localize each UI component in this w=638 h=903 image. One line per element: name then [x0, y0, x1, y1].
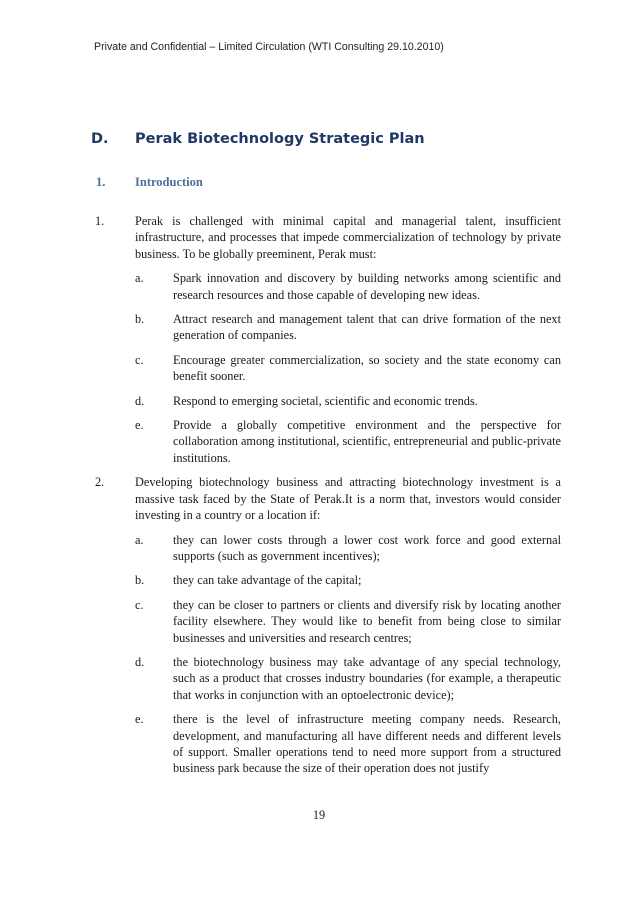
list-item	[135, 572, 561, 588]
item-text: there is the level of infrastructure meeting company needs. Research, development, and manufacturing all have different needs and different levels of support. Smaller operations tend to need more support from a structured business park because the size of their operation does not justify	[173, 712, 561, 776]
paragraph-number: 1.	[95, 214, 105, 228]
item-letter: c.	[135, 352, 144, 367]
item-letter: e.	[135, 712, 144, 727]
item-letter: d.	[135, 654, 145, 669]
document-body	[95, 213, 561, 777]
item-letter: a.	[135, 271, 144, 286]
item-list	[135, 270, 561, 466]
item-letter: b.	[135, 312, 145, 327]
subsection-number: 1.	[96, 175, 106, 189]
paragraph-number: 2.	[95, 475, 105, 490]
item-text: Respond to emerging societal, scientific and economic trends.	[173, 393, 478, 408]
list-item	[135, 654, 561, 703]
item-letter: b.	[135, 573, 145, 588]
list-item	[135, 711, 561, 777]
item-letter: d.	[135, 393, 145, 408]
paragraph	[95, 213, 561, 466]
item-text: Provide a globally competitive environment and the perspective for collaboration among institutional, scientific, entrepreneurial and public-private institutions.	[173, 418, 561, 465]
item-text: they can lower costs through a lower cost work force and good external supports (such as government incentives);	[173, 532, 561, 563]
item-letter: e.	[135, 418, 144, 433]
item-letter: a.	[135, 532, 144, 547]
page-number: 19	[312, 808, 326, 822]
list-item	[135, 417, 561, 466]
item-text: they can take advantage of the capital;	[173, 573, 362, 588]
item-text: they can be closer to partners or clients and diversify risk by locating another facility elsewhere. They would like to benefit from being close to similar businesses and universities and research centres;	[173, 597, 561, 645]
item-text: Encourage greater commercialization, so society and the state economy can benefit sooner.	[173, 352, 561, 384]
list-item	[135, 393, 561, 409]
paragraph-body	[135, 213, 561, 466]
list-item	[135, 352, 561, 385]
item-list	[135, 532, 561, 777]
item-text: Spark innovation and discovery by building networks among scientific and research resources and those capable of developing new ideas.	[173, 271, 561, 302]
item-text: Attract research and management talent that can drive formation of the next generation of companies.	[173, 312, 561, 343]
item-text: the biotechnology business may take advantage of any special technology, such as a product that crosses industry boundaries (for example, a therapeutic that works in conjunction with an optoelectronic device);	[173, 654, 561, 702]
list-item	[135, 311, 561, 344]
list-item	[135, 270, 561, 303]
subsection-title: Introduction	[135, 175, 203, 189]
paragraph-body	[135, 474, 561, 777]
item-letter: c.	[135, 597, 144, 612]
paragraph-text: Perak is challenged with minimal capital and managerial talent, insufficient infrastructure, and processes that impede commercialization of technology by private business. To be globally preeminent, Perak must:	[135, 214, 561, 261]
section-letter: D.	[91, 131, 109, 147]
paragraph	[95, 474, 561, 777]
list-item	[135, 597, 561, 646]
list-item	[135, 532, 561, 565]
section-title: Perak Biotechnology Strategic Plan	[135, 131, 425, 147]
paragraph-text: Developing biotechnology business and attracting biotechnology investment is a massive task faced by the State of Perak.It is a norm that, investors would consider investing in a country or a location if:	[135, 475, 561, 523]
page-header: Private and Confidential – Limited Circulation (WTI Consulting 29.10.2010)	[94, 41, 444, 53]
